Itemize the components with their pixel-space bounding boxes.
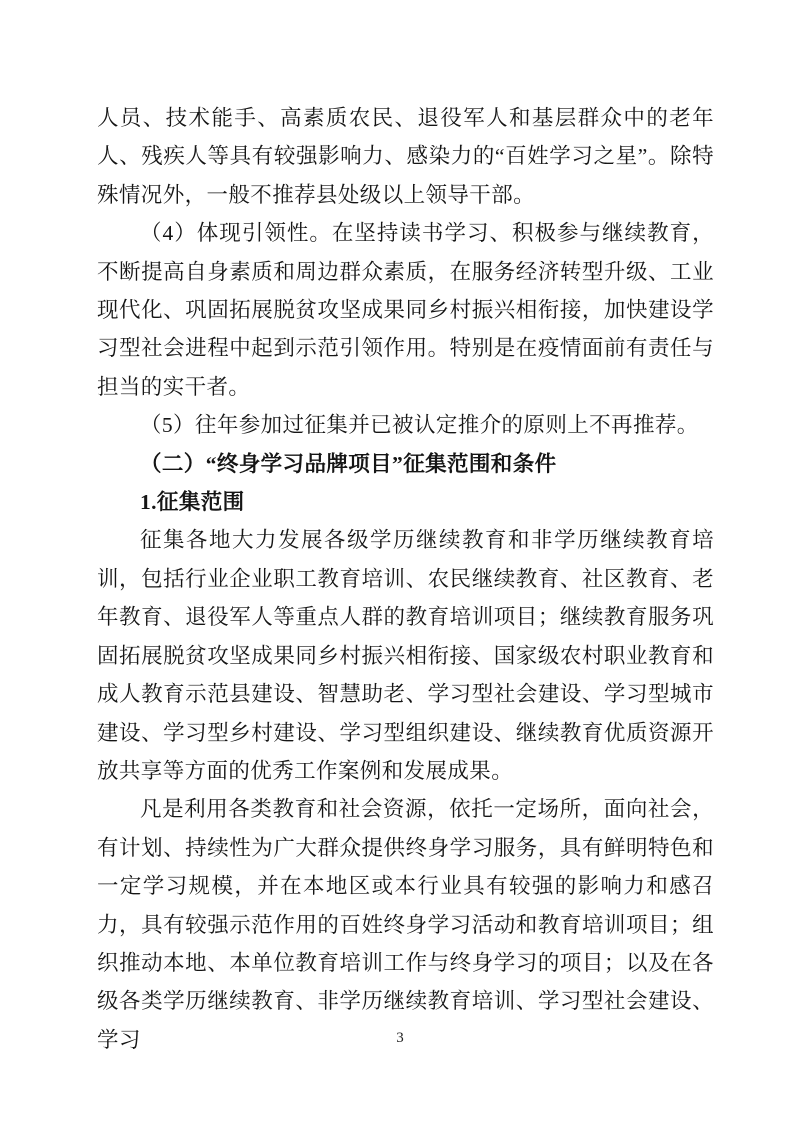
body-paragraph-item-5: （5）往年参加过征集并已被认定推介的原则上不再推荐。 (140, 413, 699, 438)
body-paragraph-item-4: （4）体现引领性。在坚持读书学习、积极参与继续教育，不断提高自身素质和周边群众素质，在服务经济转型升级、工业现代化、巩固拓展脱贫攻坚成果同乡村振兴相衔接，加快建设学习型社会进程中起到示范引领作用。特别是在疫情面前有责任与担当的实干者。 (97, 221, 714, 399)
body-paragraph-criteria: 凡是利用各类教育和社会资源，依托一定场所，面向社会，有计划、持续性为广大群众提供终身学习服务，具有鲜明特色和一定学习规模，并在本地区或本行业具有较强的影响力和感召力，具有较强示范作用的百姓终身学习活动和教育培训项目；组织推动本地、本单位教育培训工作与终身学习的项目；以及在各级各类学历继续教育、非学历继续教育培训、学习型社会建设、学习 (97, 797, 714, 1052)
section-heading-brand-project: （二）“终身学习品牌项目”征集范围和条件 (140, 451, 557, 476)
body-paragraph-scope: 征集各地大力发展各级学历继续教育和非学历继续教育培训，包括行业企业职工教育培训、农民继续教育、社区教育、老年教育、退役军人等重点人群的教育培训项目；继续教育服务巩固拓展脱贫攻坚成果同乡村振兴相衔接、国家级农村职业教育和成人教育示范县建设、智慧助老、学习型社会建设、学习型城市建设、学习型乡村建设、学习型组织建设、继续教育优质资源开放共享等方面的优秀工作案例和发展成果。 (97, 528, 714, 783)
page-content (97, 99, 714, 1059)
page-number: 3 (396, 1030, 404, 1046)
subsection-heading-collection-scope: 1.征集范围 (140, 490, 245, 515)
body-paragraph-continuation: 人员、技术能手、高素质农民、退役军人和基层群众中的老年人、残疾人等具有较强影响力、感染力的“百姓学习之星”。除特殊情况外，一般不推荐县处级以上领导干部。 (97, 106, 714, 207)
